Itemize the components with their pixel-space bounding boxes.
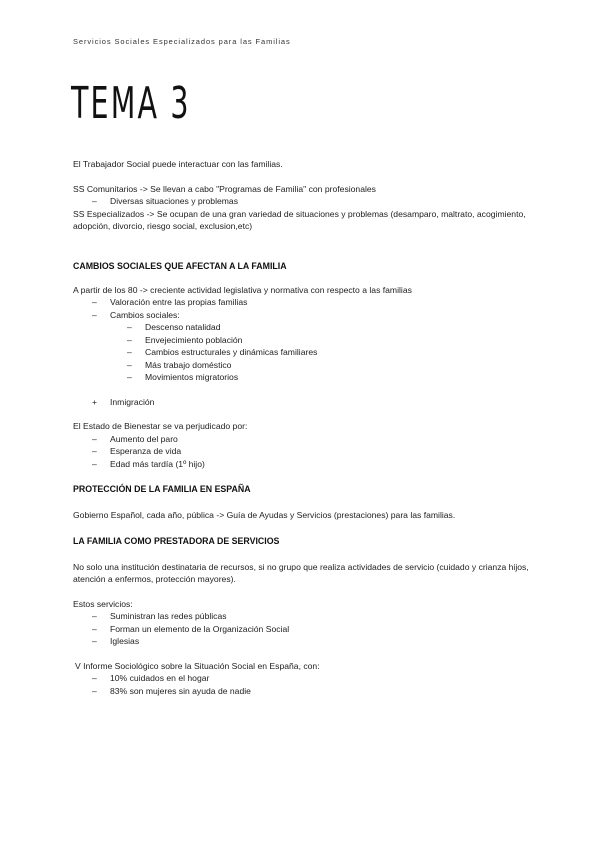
list-item: Aumento del paro bbox=[110, 434, 178, 444]
list-item: Inmigración bbox=[110, 397, 155, 407]
list-item: Iglesias bbox=[110, 636, 140, 646]
ss-comunitarios-sub: Diversas situaciones y problemas bbox=[110, 196, 239, 206]
list-item: 83% son mujeres sin ayuda de nadie bbox=[110, 686, 251, 696]
section3-text: No solo una institución destinataria de recursos, si no grupo que realiza actividades de servicio (cuidado y crianza hijos, atención a enfermos, protección mayores). bbox=[73, 562, 529, 585]
list-item: Forman un elemento de la Organización Social bbox=[110, 624, 290, 634]
dash-bullet: – bbox=[127, 360, 132, 370]
section-heading-cambios: CAMBIOS SOCIALES QUE AFECTAN A LA FAMILIA bbox=[73, 261, 287, 271]
intro-text: El Trabajador Social puede interactuar con las familias. bbox=[73, 159, 283, 169]
section-heading-proteccion: PROTECCIÓN DE LA FAMILIA EN ESPAÑA bbox=[73, 484, 251, 494]
dash-bullet: – bbox=[127, 347, 132, 357]
section-heading-prestadora: LA FAMILIA COMO PRESTADORA DE SERVICIOS bbox=[73, 536, 280, 546]
sub-list-item: Cambios estructurales y dinámicas familiares bbox=[145, 347, 318, 357]
list-item: Cambios sociales: bbox=[110, 310, 180, 320]
section1-lead: A partir de los 80 -> creciente actividad legislativa y normativa con respecto a las familias bbox=[73, 285, 412, 295]
servicios-text: Estos servicios: bbox=[73, 599, 133, 609]
list-item: Valoración entre las propias familias bbox=[110, 297, 248, 307]
sub-list-item: Descenso natalidad bbox=[145, 322, 221, 332]
list-item: Suministran las redes públicas bbox=[110, 611, 227, 621]
bienestar-text: El Estado de Bienestar se va perjudicado por: bbox=[73, 421, 248, 431]
dash-bullet: – bbox=[92, 673, 97, 683]
dash-bullet: – bbox=[92, 446, 97, 456]
list-item: 10% cuidados en el hogar bbox=[110, 673, 210, 683]
dash-bullet: – bbox=[92, 611, 97, 621]
dash-bullet: – bbox=[127, 322, 132, 332]
sub-list-item: Más trabajo doméstico bbox=[145, 360, 232, 370]
section2-text: Gobierno Español, cada año, pública -> Guía de Ayudas y Servicios (prestaciones) para las familias. bbox=[73, 510, 456, 520]
plus-bullet: + bbox=[92, 397, 98, 407]
dash-bullet: – bbox=[92, 636, 97, 646]
dash-bullet: – bbox=[127, 372, 132, 382]
sub-list-item: Movimientos migratorios bbox=[145, 372, 239, 382]
dash-bullet: – bbox=[92, 310, 97, 320]
dash-bullet: – bbox=[127, 335, 132, 345]
page-title: TEMA 3 bbox=[71, 78, 191, 129]
dash-bullet: – bbox=[92, 686, 97, 696]
dash-bullet: – bbox=[92, 196, 97, 206]
sub-list-item: Envejecimiento población bbox=[145, 335, 243, 345]
dash-bullet: – bbox=[92, 459, 97, 469]
dash-bullet: – bbox=[92, 624, 97, 634]
dash-bullet: – bbox=[92, 434, 97, 444]
ss-especializados-text: SS Especializados -> Se ocupan de una gran variedad de situaciones y problemas (desamparo, maltrato, acogimiento, adopción, divorcio, riesgo social, exclusion,etc) bbox=[73, 209, 526, 232]
informe-text: V Informe Sociológico sobre la Situación Social en España, con: bbox=[75, 661, 320, 671]
list-item: Edad más tardía (1º hijo) bbox=[110, 459, 205, 469]
dash-bullet: – bbox=[92, 297, 97, 307]
page-header: Servicios Sociales Especializados para las Familias bbox=[73, 37, 291, 46]
list-item: Esperanza de vida bbox=[110, 446, 182, 456]
ss-comunitarios-text: SS Comunitarios -> Se llevan a cabo "Programas de Familia" con profesionales bbox=[73, 184, 376, 194]
